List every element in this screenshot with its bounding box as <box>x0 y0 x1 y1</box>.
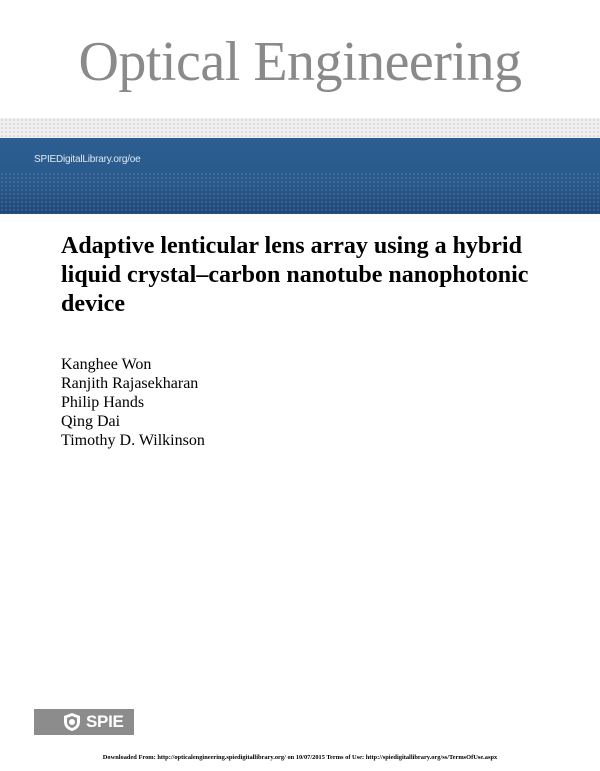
article-title: Adaptive lenticular lens array using a hybrid liquid crystal–carbon nanotube nanophotonic device <box>61 233 529 317</box>
header-blue-dot-pattern <box>0 172 600 214</box>
spie-logo <box>34 709 134 735</box>
spie-logo-text: SPIE <box>86 712 124 731</box>
author-name: Kanghee Won <box>61 356 152 373</box>
header-dot-band <box>0 118 600 140</box>
download-footer: Downloaded From: http://opticalengineering.spiedigitallibrary.org/ on 10/07/2015 Terms of Use: http://spiedigitallibrary.org/ss/TermsOfUse.aspx <box>102 754 498 761</box>
author-name: Qing Dai <box>61 413 121 430</box>
author-name: Philip Hands <box>61 394 145 411</box>
journal-url: SPIEDigitalLibrary.org/oe <box>34 154 141 165</box>
journal-title: Optical Engineering <box>78 31 522 93</box>
author-name: Timothy D. Wilkinson <box>61 432 205 449</box>
author-name: Ranjith Rajasekharan <box>61 375 199 392</box>
author-list <box>61 355 205 450</box>
spie-emblem-icon <box>62 712 82 732</box>
journal-masthead <box>0 0 600 128</box>
